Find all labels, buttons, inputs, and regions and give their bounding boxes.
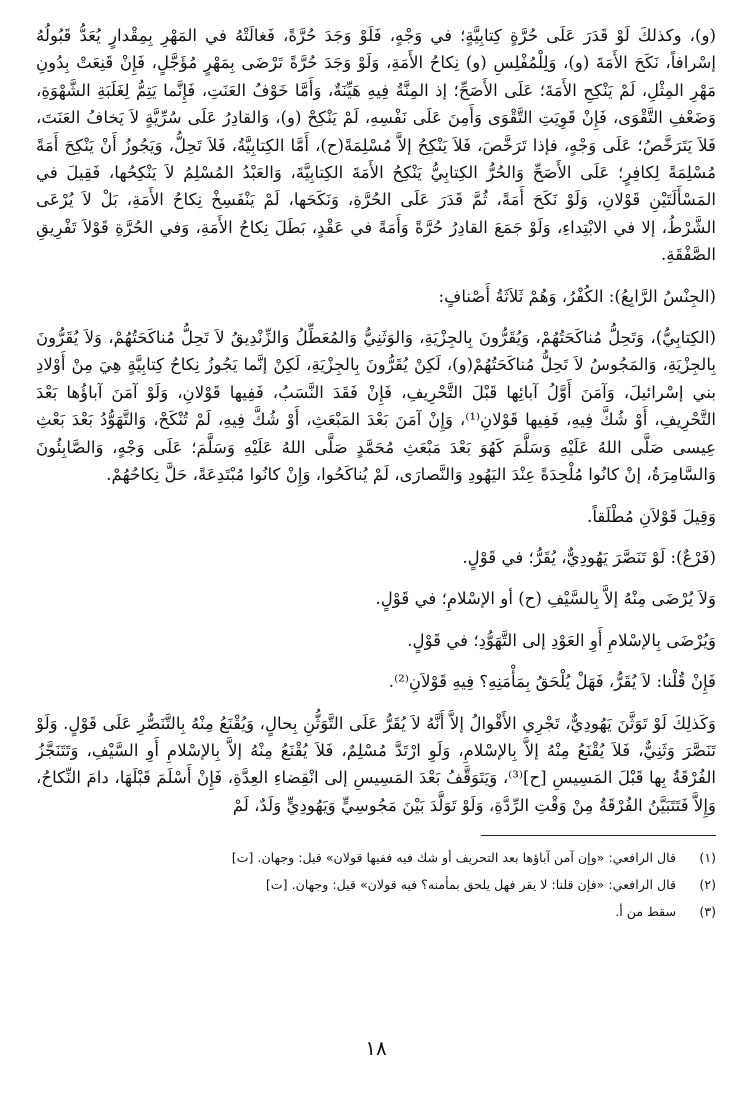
footnote-divider	[481, 835, 716, 836]
paragraph-gap	[36, 310, 716, 324]
paragraph-sword-or-islam: وَلاَ يُرْضَى مِنْهُ إلاَّ بِالسَّيْفِ (ح) أو الإسْلامِ؛ في قَوْلٍ.	[375, 589, 716, 609]
footnote-item	[36, 844, 716, 871]
footnote-text: قال الرافعي: «وإن آمن آباؤها بعد التحريف أو شك فيه ففيها قولان» قيل: وجهان. [ت]	[231, 850, 676, 866]
paragraph-gap	[36, 269, 716, 283]
footnote-item	[36, 898, 716, 925]
paragraph-gap	[36, 489, 716, 503]
footnote-number: (١)	[699, 850, 716, 866]
paragraph-kitabi: (الكِتابِيُّ)، وَتَحِلُّ مُناكَحَتُهُمْ، وَيُقَرُّونَ بِالجِزْيَةِ، وَالوَثَنِيُّ وَالمُعَطِّلُ وَالزِّنْدِيقُ لاَ تَحِلُّ مُناكَحَتُهُمْ، وَلاَ يُقَرُّونَ بِالجِزْيَةِ، وَالمَجُوسُ لاَ تَحِلُّ مُناكَحَتُهُمْ(و)، لَكِنْ يُقَرُّونَ بِالجِزْيَةِ، لَكِنْ إنَّما يَجُوزُ نِكاحُ كِتابِيَّةٍ هِيَ مِنْ أَوْلادِ بني إسْرائيلَ، وَآمَنَ أَوَّلُ آبائِها قَبْلَ التَّحْرِيفِ، فَإِنْ فَقَدَ النَّسَبُ، فَفِيها قَوْلانِ، وَلَوْ آمَنَ آباؤُها بَعْدَ التَّحْرِيفِ، أَوْ شُكَّ فِيهِ، فَفِيها قَوْلانِ⁽¹⁾، وَإِنْ آمَنَ بَعْدَ المَبْعَثِ، أَوْ شُكَّ فِيهِ، لَمْ تُنْكَحْ، وَالتَّهَوُّدُ بَعْدَ بَعْثِ عِيسى صَلَّى اللهُ عَلَيْهِ وَسَلَّمَ كَهُوَ بَعْدَ مَبْعَثِ مُحَمَّدٍ صَلَّى اللهُ عَلَيْهِ وَسَلَّمَ؛ عَلَى وَجْهٍ، وَالصَّابِئُونَ وَالسَّامِرَةُ، إنْ كانُوا مُلْحِدَةً عِنْدَ اليَهُودِ وَالنَّصارَى، لَمْ يُناكَحُوا، وَإِنْ كانُوا مُبْتَدِعَةً، حَلَّ نِكاحُهُمْ.	[36, 328, 716, 485]
paragraph-gap	[36, 696, 716, 710]
paragraph-place-of-safety: فَإِنْ قُلْنا: لاَ يُقَرُّ، فَهَلْ يُلْحَقُ بِمَأْمَنِهِ؟ فِيهِ قَوْلاَنِ⁽²⁾.	[388, 672, 716, 692]
footnote-number: (٢)	[699, 877, 716, 893]
footnote-item	[36, 871, 716, 898]
page-number: ١٨	[365, 1036, 387, 1060]
paragraph-islam-or-return: وَيُرْضَى بِالإسْلامِ أَوِ العَوْدِ إلى التَّهَوُّدِ؛ في قَوْلٍ.	[407, 630, 716, 650]
paragraph-two-opinions: وَقِيلَ قَوْلاَنِ مُطْلَقاً.	[587, 506, 716, 526]
paragraph-gap	[36, 654, 716, 668]
footnote-text: قال الرافعي: «فإن قلنا: لا يقر فهل يلحق بمأمنه؟ فيه قولان» قيل: وجهان. [ت]	[265, 877, 676, 893]
paragraph-gap	[36, 613, 716, 627]
footnote-number: (٣)	[699, 904, 716, 920]
paragraph-gap	[36, 571, 716, 585]
footnotes	[36, 844, 716, 925]
paragraph-gap	[36, 530, 716, 544]
paragraph-branch: (فَرْعٌ): لَوْ تَنَصَّرَ يَهُودِيٌّ، يُقَرُّ؛ في قَوْلٍ.	[462, 547, 716, 567]
paragraph-marriage-slave: (و)، وكذلكَ لَوْ قَدَرَ عَلَى حُرَّةٍ كِتابِيَّةٍ؛ في وَجْهٍ، فَلَوْ وَجَدَ حُرَّةً، فَغالَتْهُ في المَهْرِ بِمِقْدارٍ يُعَدُّ قَبُولُهُ إسْرافاً، نَكَحَ الأَمَةَ (و)، وَلِلْمُفْلِسِ (و) نِكاحُ الأَمَةِ، وَلَوْ وَجَدَ حُرَّةً تَرْضَى بِمَهْرٍ مُؤَجَّلٍ، فَإِنْ قَنِعَتْ بِدُونِ مَهْرِ المِثْلِ، لَمْ يَنْكِحِ الأَمَةَ؛ عَلَى الأَصَحِّ؛ إذ المِنَّةُ فِيهِ هَيِّنَةٌ، وَأَمَّا خَوْفُ العَنَتِ، فَإِنَّما يَتِمُّ لِغَلَبَةِ الشَّهْوَةِ، وَضَعْفِ التَّقْوَى، فَإِنْ قَوِيَتِ التَّقْوَى وَأَمِنَ عَلَى نَفْسِهِ، لَمْ يَنْكِحْ (و)، وَالقادِرُ عَلَى سُرِّيَّةٍ لاَ يَخافُ العَنَتَ، فَلاَ يَتَرَخَّصُ؛ عَلَى وَجْهٍ، فإذا تَرَخَّصَ، فَلاَ يَنْكِحُ إلاَّ مُسْلِمَةً(ح)، أَمَّا الكِتابِيَّةُ، فَلاَ تَحِلُّ، وَيَجُوزُ أَنْ يَنْكِحَ أَمَةً مُسْلِمَةً لِكافِرٍ؛ عَلَى الأَصَحِّ وَالحُرُّ الكِتابِيُّ يَنْكِحُ الأَمَةَ الكِتابِيَّةَ، وَالعَبْدُ المُسْلِمُ لاَ يَنْكِحُها، فَقِيلَ في المَسْأَلَتَيْنِ قَوْلانِ، وَلَوْ نَكَحَ أَمَةً، ثُمَّ قَدَرَ عَلَى الحُرَّةِ، وَنَكَحَها، لَمْ يَنْفَسِخْ نِكاحُ الأَمَةِ، بَلْ لاَ يُرْعَى الشَّرْطُ، إلا في الابْتِداءِ، وَلَوْ جَمَعَ القادِرُ حُرَّةً وَأَمَةً في عَقْدٍ، بَطَلَ نِكاحُ الأَمَةِ، وَفي الحُرَّةِ قَوْلاَ تَفْرِيقِ الصَّفْقَةِ.	[36, 26, 716, 265]
paragraph-idolatry: وَكَذلِكَ لَوْ تَوَثَّنَ يَهُودِيٌّ، تَجْرِي الأَقْوالُ إلاَّ أَنَّهُ لاَ يُقَرُّ عَلَى التَّوَثُّنِ بِحالٍ، وَيُقْنَعُ مِنْهُ بِالتَّنَصُّرِ عَلَى قَوْلٍ. وَلَوْ تَنَصَّرَ وَثَنِيٌّ، فَلاَ يُقْنَعُ مِنْهُ إلاَّ بِالإسْلامِ، وَلَوِ ارْتَدَّ مُسْلِمٌ، فَلاَ يُقْنَعُ مِنْهُ إلاَّ بِالإسْلامِ أَوِ السَّيْفِ، وَتَتَنَجَّزُ الفُرْقَةُ بِها قَبْلَ المَسِيسِ [ح]⁽³⁾، وَيَتَوَقَّفُ بَعْدَ المَسِيسِ إلى انْقِضاءِ العِدَّةِ، فَإِنْ أَسْلَمَ قَبْلَهَا، دامَ النِّكاحُ، وَإِلاَّ فَتَتَبَيَّنُ الفُرْقَةُ مِنْ وَقْتِ الرِّدَّةِ، وَلَوْ تَوَلَّدَ بَيْنَ مَجُوسِيٍّ وَيَهُودِيٍّ وَلَدٌ، لَمْ	[36, 713, 716, 815]
footnote-text: سقط من أ.	[615, 904, 676, 920]
section-heading-fourth-genus: (الجِنْسُ الرَّابِعُ): الكُفْرُ، وَهُمْ ثَلاَثَةُ أَصْنافٍ:	[438, 286, 716, 306]
main-text	[36, 22, 716, 819]
